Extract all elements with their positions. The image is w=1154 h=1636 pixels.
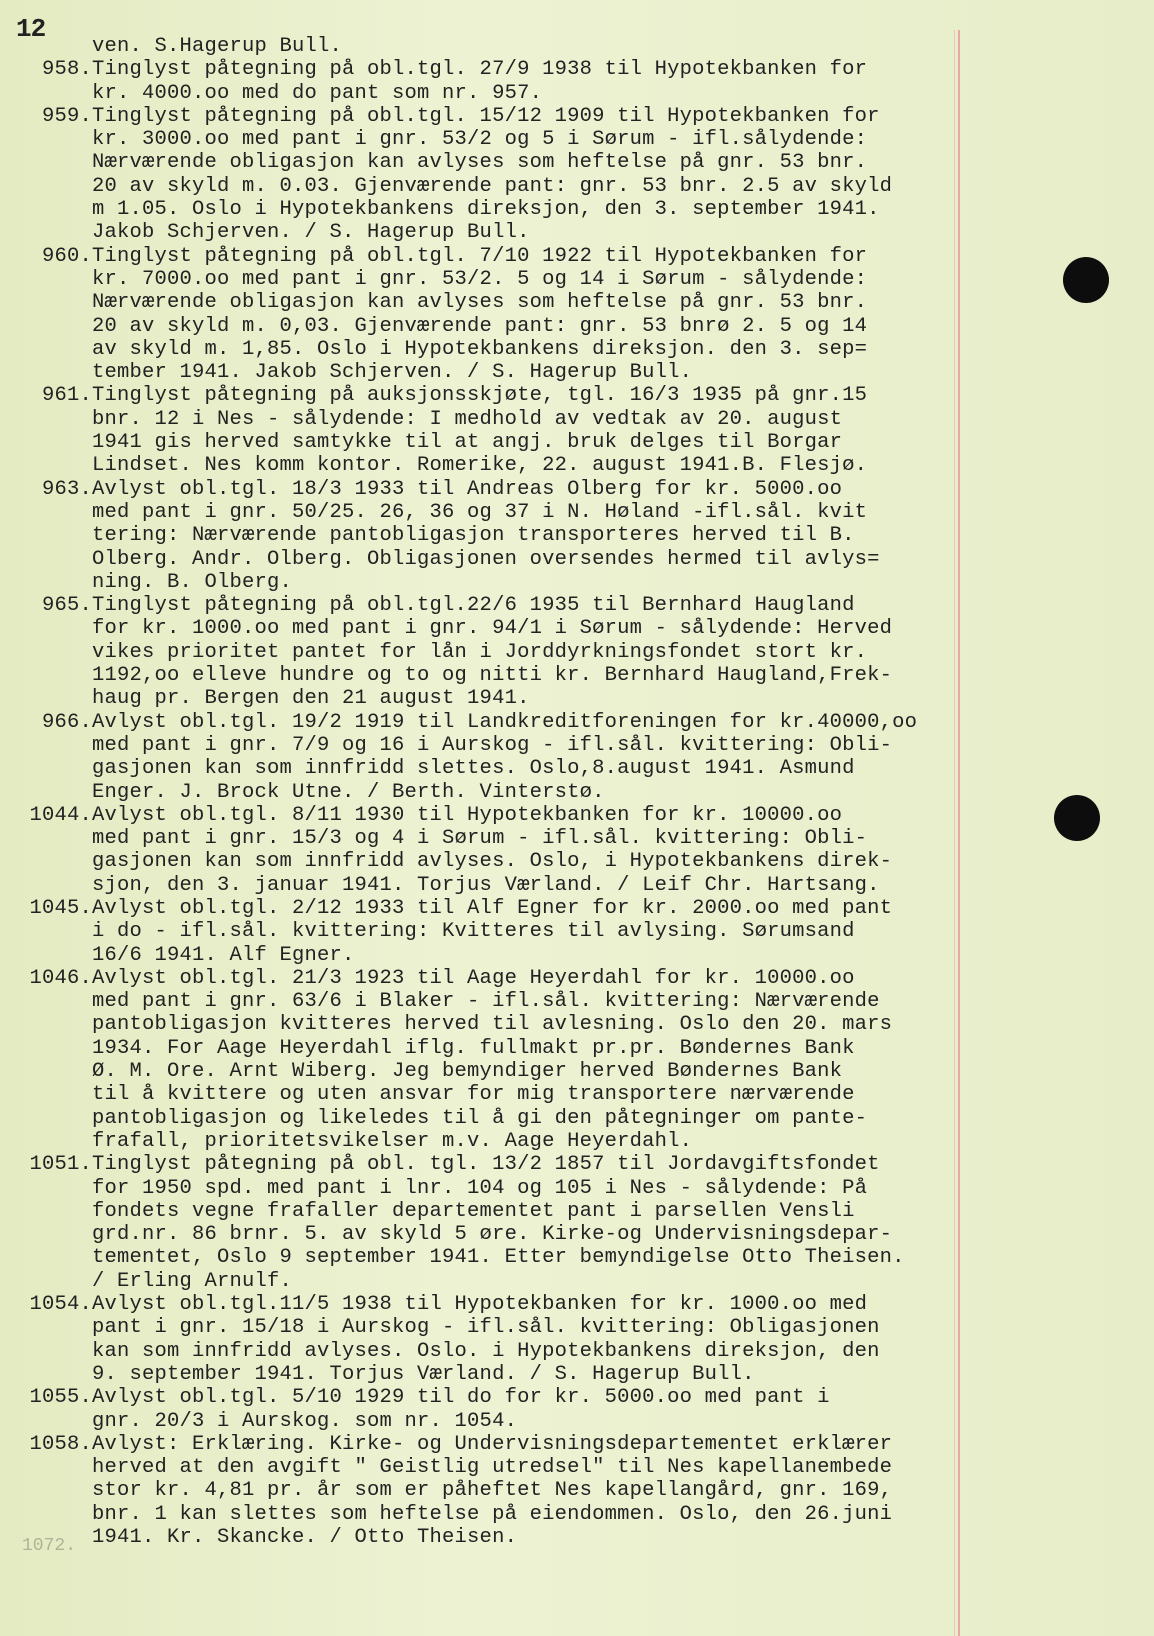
punch-hole-icon [1063, 257, 1109, 303]
entry-number: 960. [41, 244, 92, 268]
text-line-content: Tinglyst påtegning på auksjonsskjøte, tgl. 16/3 1935 på gnr.15 [92, 384, 868, 408]
text-line-content: sjon, den 3. januar 1941. Torjus Værland. / Leif Chr. Hartsang. [92, 873, 880, 897]
text-line-content: herved at den avgift " Geistlig utredsel" til Nes kapellanembede [92, 1456, 893, 1480]
entry-1044 [22, 804, 1002, 827]
entry-number: 1051. [29, 1153, 92, 1177]
text-line-content: Avlyst obl.tgl.11/5 1938 til Hypotekbanken for kr. 1000.oo med [92, 1293, 868, 1317]
entry-966 [22, 711, 1002, 734]
text-line-content: Avlyst obl.tgl. 8/11 1930 til Hypotekbanken for kr. 10000.oo [92, 803, 843, 827]
text-line-content: Avlyst obl.tgl. 21/3 1923 til Aage Heyerdahl for kr. 10000.oo [92, 966, 855, 990]
text-line-content: bnr. 1 kan slettes som heftelse på eiendommen. Oslo, den 26.juni [92, 1502, 893, 1526]
text-line-content: Avlyst obl.tgl. 5/10 1929 til do for kr. 5000.oo med pant i [92, 1386, 830, 1410]
text-line-content: grd.nr. 86 brnr. 5. av skyld 5 øre. Kirke-og Undervisningsdepar- [92, 1223, 893, 1247]
text-line-content: haug pr. Bergen den 21 august 1941. [92, 687, 530, 711]
entry-number: 958. [41, 58, 92, 82]
entry-1046 [22, 967, 1002, 990]
text-line-content: Tinglyst påtegning på obl.tgl. 15/12 1909 til Hypotekbanken for [92, 104, 880, 128]
text-line-content: frafall, prioritetsvikelser m.v. Aage Heyerdahl. [92, 1129, 693, 1153]
text-line-content: gasjonen kan som innfridd avlyses. Oslo, i Hypotekbankens direk- [92, 850, 893, 874]
punch-hole-icon [1054, 795, 1100, 841]
text-line-content: Tinglyst påtegning på obl.tgl.22/6 1935 til Bernhard Haugland [92, 594, 855, 618]
text-line-content: Tinglyst påtegning på obl.tgl. 27/9 1938 til Hypotekbanken for [92, 58, 868, 82]
entry-number: 965. [41, 594, 92, 618]
text-line-content: med pant i gnr. 50/25. 26, 36 og 37 i N. Høland -ifl.sål. kvit [92, 500, 868, 524]
text-line-content: pantobligasjon kvitteres herved til avlesning. Oslo den 20. mars [92, 1013, 893, 1037]
text-line-content: for kr. 1000.oo med pant i gnr. 94/1 i Sørum - sålydende: Herved [92, 617, 893, 641]
text-line-content: Olberg. Andr. Olberg. Obligasjonen oversendes hermed til avlys= [92, 547, 880, 571]
entry-1055 [22, 1386, 1002, 1409]
text-line-content: 16/6 1941. Alf Egner. [92, 943, 355, 967]
text-line-content: av skyld m. 1,85. Oslo i Hypotekbankens direksjon. den 3. sep= [92, 337, 868, 361]
text-line-content: med pant i gnr. 7/9 og 16 i Aurskog - ifl.sål. kvittering: Obli- [92, 733, 893, 757]
text-line-content: vikes prioritet pantet for lån i Jorddyrkningsfondet stort kr. [92, 640, 868, 664]
text-line-content: Ø. M. Ore. Arnt Wiberg. Jeg bemyndiger herved Bøndernes Bank [92, 1060, 843, 1084]
entry-960 [22, 245, 1002, 268]
text-line-content: Tinglyst påtegning på obl. tgl. 13/2 1857 til Jordavgiftsfondet [92, 1153, 880, 1177]
text-line-content: ven. S.Hagerup Bull. [92, 35, 343, 58]
text-line-content: tember 1941. Jakob Schjerven. / S. Hagerup Bull. [92, 361, 693, 385]
text-line-content: Enger. J. Brock Utne. / Berth. Vinterstø. [92, 780, 605, 804]
text-line-content: kr. 4000.oo med do pant som nr. 957. [92, 81, 543, 105]
text-line [22, 35, 1002, 58]
faint-footer-number: 1072. [22, 1536, 77, 1556]
text-line-content: Avlyst obl.tgl. 18/3 1933 til Andreas Olberg for kr. 5000.oo [92, 477, 843, 501]
entry-965 [22, 594, 1002, 617]
text-line-content: Avlyst: Erklæring. Kirke- og Undervisningsdepartementet erklærer [92, 1432, 893, 1456]
entry-number: 1046. [29, 966, 92, 990]
text-line-content: Avlyst obl.tgl. 2/12 1933 til Alf Egner for kr. 2000.oo med pant [92, 896, 893, 920]
text-line-content: 9. september 1941. Torjus Værland. / S. Hagerup Bull. [92, 1362, 755, 1386]
text-line-content: kr. 3000.oo med pant i gnr. 53/2 og 5 i Sørum - ifl.sålydende: [92, 128, 868, 152]
text-line-content: Nærværende obligasjon kan avlyses som heftelse på gnr. 53 bnr. [92, 291, 868, 315]
text-line-content: tementet, Oslo 9 september 1941. Etter bemyndigelse Otto Theisen. [92, 1246, 905, 1270]
text-line-content: Jakob Schjerven. / S. Hagerup Bull. [92, 221, 530, 245]
text-line-content: Avlyst obl.tgl. 19/2 1919 til Landkreditforeningen for kr.40000,oo [92, 710, 918, 734]
text-line-content: m 1.05. Oslo i Hypotekbankens direksjon, den 3. september 1941. [92, 198, 880, 222]
text-line-content: til å kvittere og uten ansvar for mig transportere nærværende [92, 1083, 855, 1107]
entries-block [22, 35, 1002, 1549]
entry-number: 963. [41, 477, 92, 501]
text-line-content: 20 av skyld m. 0.03. Gjenværende pant: gnr. 53 bnr. 2.5 av skyld [92, 174, 893, 198]
text-line-content: / Erling Arnulf. [92, 1269, 293, 1293]
text-line-content: tering: Nærværende pantobligasjon transporteres herved til B. [92, 524, 855, 548]
entry-number: 1045. [29, 896, 92, 920]
entry-number: 961. [41, 384, 92, 408]
text-line-content: 20 av skyld m. 0,03. Gjenværende pant: gnr. 53 bnrø 2. 5 og 14 [92, 314, 868, 338]
entry-number: 966. [41, 710, 92, 734]
text-line-content: for 1950 spd. med pant i lnr. 104 og 105 i Nes - sålydende: På [92, 1176, 868, 1200]
entry-1058 [22, 1433, 1002, 1456]
text-line-content: pantobligasjon og likeledes til å gi den påtegninger om pante- [92, 1106, 868, 1130]
text-line-content: pant i gnr. 15/18 i Aurskog - ifl.sål. kvittering: Obligasjonen [92, 1316, 880, 1340]
text-line-content: 1941. Kr. Skancke. / Otto Theisen. [92, 1526, 518, 1549]
entry-958 [22, 58, 1002, 81]
text-line-content: med pant i gnr. 15/3 og 4 i Sørum - ifl.sål. kvittering: Obli- [92, 827, 868, 851]
entry-963 [22, 478, 1002, 501]
text-line-content: med pant i gnr. 63/6 i Blaker - ifl.sål. kvittering: Nærværende [92, 990, 880, 1014]
text-line-content: fondets vegne frafaller departementet pant i parsellen Vensli [92, 1199, 855, 1223]
entry-961 [22, 384, 1002, 407]
entry-number: 959. [41, 104, 92, 128]
text-line-content: Tinglyst påtegning på obl.tgl. 7/10 1922 til Hypotekbanken for [92, 244, 868, 268]
entry-number: 1058. [29, 1432, 92, 1456]
text-line-content: kan som innfridd avlyses. Oslo. i Hypotekbankens direksjon, den [92, 1339, 880, 1363]
entry-959 [22, 105, 1002, 128]
entry-number: 1054. [29, 1293, 92, 1317]
text-line-content: i do - ifl.sål. kvittering: Kvitteres til avlysing. Sørumsand [92, 920, 855, 944]
entry-1045 [22, 897, 1002, 920]
text-line-content: bnr. 12 i Nes - sålydende: I medhold av vedtak av 20. august [92, 407, 843, 431]
text-line-content: kr. 7000.oo med pant i gnr. 53/2. 5 og 14 i Sørum - sålydende: [92, 267, 868, 291]
entry-number: 1055. [29, 1386, 92, 1410]
text-line-content: 1192,oo elleve hundre og to og nitti kr. Bernhard Haugland,Frek- [92, 664, 893, 688]
text-line-content: ning. B. Olberg. [92, 570, 293, 594]
text-line-content: Lindset. Nes komm kontor. Romerike, 22. august 1941.B. Flesjø. [92, 454, 868, 478]
text-line-content: Nærværende obligasjon kan avlyses som heftelse på gnr. 53 bnr. [92, 151, 868, 175]
text-line-content: gasjonen kan som innfridd slettes. Oslo,8.august 1941. Asmund [92, 757, 855, 781]
entry-1051 [22, 1153, 1002, 1176]
page-number: 12 [16, 14, 46, 44]
entry-number: 1044. [29, 803, 92, 827]
text-line-content: 1934. For Aage Heyerdahl iflg. fullmakt pr.pr. Bøndernes Bank [92, 1036, 855, 1060]
text-line-content: 1941 gis herved samtykke til at angj. bruk delges til Borgar [92, 431, 843, 455]
entry-1054 [22, 1293, 1002, 1316]
text-line-content: stor kr. 4,81 pr. år som er påheftet Nes kapellangård, gnr. 169, [92, 1479, 893, 1503]
text-line-content: gnr. 20/3 i Aurskog. som nr. 1054. [92, 1409, 518, 1433]
